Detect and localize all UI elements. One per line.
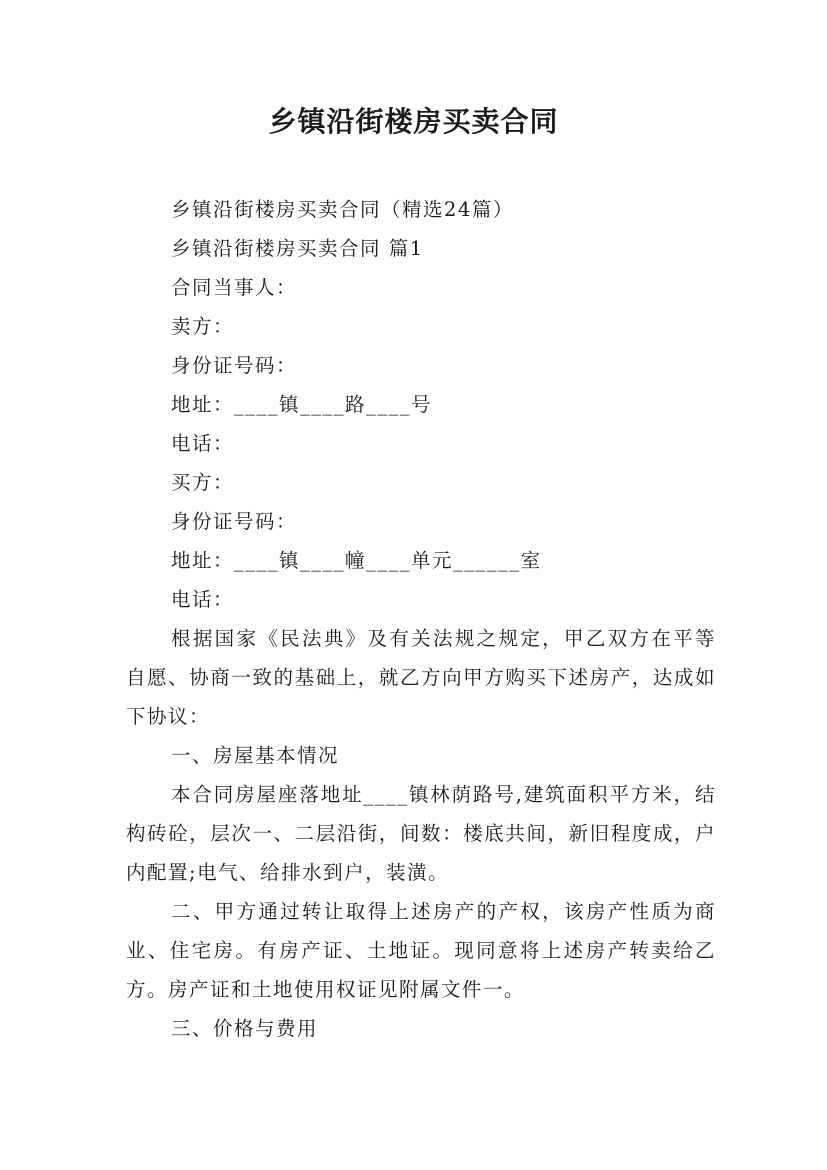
clause-paragraph-1: 本合同房屋座落地址____镇林荫路号,建筑面积平方米，结构砖砼，层次一、二层沿街，间数：楼底共间，新旧程度成，户内配置;电气、给排水到户，装潢。 [126, 783, 716, 884]
buyer-address-line: 地址：____镇____幢____单元______室 [171, 549, 542, 572]
preamble-paragraph: 根据国家《民法典》及有关法规之规定，甲乙双方在平等自愿、协商一致的基础上，就乙方向甲方购买下述房产，达成如下协议： [126, 627, 716, 728]
document-body [126, 190, 716, 1048]
clause-heading-1: 一、房屋基本情况 [171, 744, 340, 767]
section-heading: 乡镇沿街楼房买卖合同 篇1 [171, 237, 424, 260]
clause-paragraph-2: 二、甲方通过转让取得上述房产的产权，该房产性质为商业、住宅房。有房产证、土地证。现同意将上述房产转卖给乙方。房产证和土地使用权证见附属文件一。 [126, 900, 716, 1001]
parties-label: 合同当事人： [171, 276, 298, 299]
buyer-phone-label: 电话： [171, 588, 235, 611]
clause-heading-3: 三、价格与费用 [171, 1017, 319, 1040]
document-title: 乡镇沿街楼房买卖合同 [268, 105, 559, 138]
buyer-id-label: 身份证号码： [171, 510, 298, 533]
subtitle-line: 乡镇沿街楼房买卖合同（精选24篇） [171, 198, 514, 221]
seller-label: 卖方： [171, 315, 235, 338]
buyer-label: 买方： [171, 471, 235, 494]
seller-address-line: 地址：____镇____路____号 [171, 393, 433, 416]
seller-id-label: 身份证号码： [171, 354, 298, 377]
seller-phone-label: 电话： [171, 432, 235, 455]
